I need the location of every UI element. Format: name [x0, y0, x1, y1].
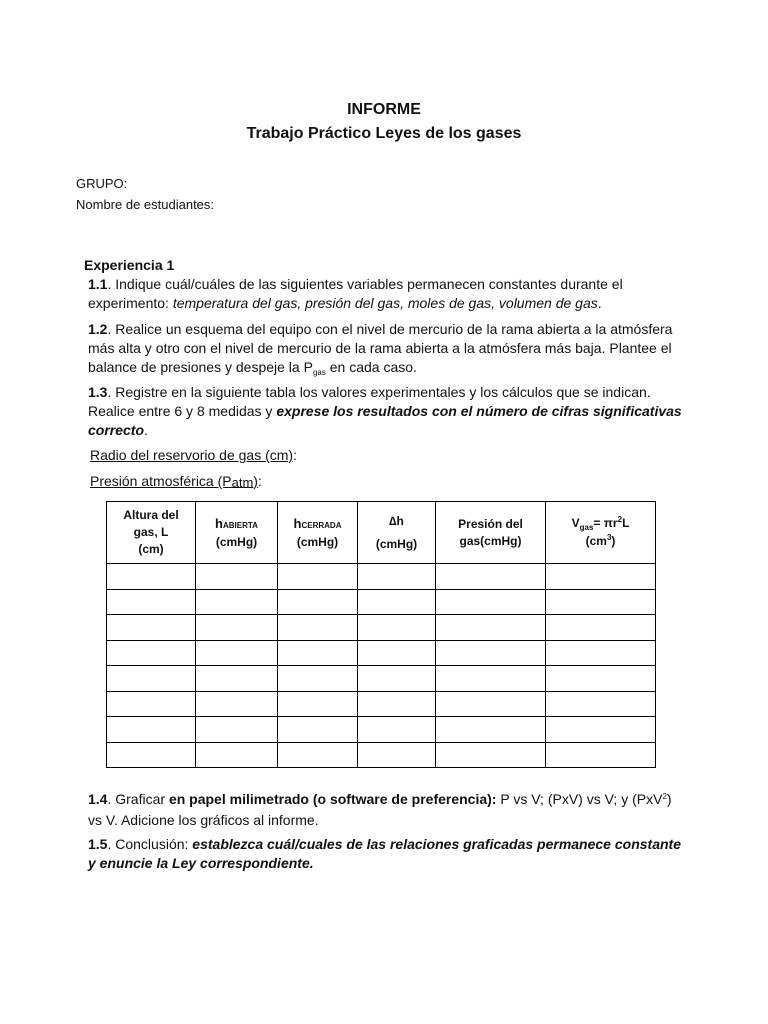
table-row [107, 666, 656, 692]
question-number: 1.3 [88, 384, 108, 400]
table-cell[interactable] [107, 717, 196, 743]
header-h-cerrada-label [278, 515, 357, 534]
table-cell[interactable] [278, 742, 358, 768]
colon: : [257, 473, 262, 489]
header-h-cerrada [278, 502, 358, 564]
header-volume [546, 502, 656, 564]
atm-pressure-main: Presión atmosférica (P [90, 473, 232, 489]
question-text-c: ) vs V. Adicione los gráficos al informe. [88, 791, 672, 828]
h-subscript: CERRADA [301, 520, 342, 530]
header-delta-h [358, 502, 436, 564]
table-cell[interactable] [436, 564, 546, 590]
data-table [106, 501, 656, 768]
table-cell[interactable] [436, 742, 546, 768]
question-number: 1.1 [88, 276, 108, 292]
question-text: . Indique cuál/cuáles de las siguientes variables permanecen constantes durante el experimento: [88, 276, 623, 311]
table-cell[interactable] [107, 666, 196, 692]
radius-label [90, 447, 297, 463]
table-cell[interactable] [278, 691, 358, 717]
h-subscript: ABIERTA [222, 520, 258, 530]
table-cell[interactable] [196, 564, 278, 590]
v-L: L [622, 515, 630, 530]
table-cell[interactable] [358, 717, 436, 743]
table-cell[interactable] [196, 691, 278, 717]
radius-label-text: Radio del reservorio de gas (cm) [90, 447, 294, 463]
table-row [107, 589, 656, 615]
table-cell[interactable] [546, 742, 656, 768]
question-number: 1.2 [88, 321, 108, 337]
subscript: atm [231, 475, 254, 490]
table-cell[interactable] [278, 564, 358, 590]
table-cell[interactable] [358, 615, 436, 641]
table-body [107, 564, 656, 768]
v-eq: = πr [593, 515, 618, 530]
question-1-5 [88, 835, 688, 873]
table-cell[interactable] [358, 640, 436, 666]
table-cell[interactable] [546, 666, 656, 692]
table-row [107, 564, 656, 590]
table-cell[interactable] [107, 615, 196, 641]
question-punct: . [597, 295, 602, 311]
question-1-1 [88, 275, 688, 313]
table-row [107, 640, 656, 666]
table-header-row [107, 502, 656, 564]
question-text: . Realice un esquema del equipo con el nivel de mercurio de la rama abierta a la atmósfera más alta y otro con el nivel de mercurio de la rama abierta a la atmósfera más baja. Plantee el balance de presiones y despeje la P [88, 321, 673, 375]
table-cell[interactable] [546, 615, 656, 641]
unit-b: ) [611, 533, 616, 548]
header-h-abierta-label [196, 515, 277, 534]
table-cell[interactable] [358, 564, 436, 590]
table-cell[interactable] [436, 640, 546, 666]
table-row [107, 742, 656, 768]
table-cell[interactable] [546, 717, 656, 743]
unit: (cmHg) [375, 536, 418, 551]
header-altura [107, 502, 196, 564]
table-cell[interactable] [196, 666, 278, 692]
students-label: Nombre de estudiantes: [76, 197, 215, 212]
v-subscript: gas [579, 522, 594, 532]
experiment-heading: Experiencia 1 [84, 257, 175, 273]
unit: (cmHg) [296, 534, 339, 549]
table-cell[interactable] [546, 589, 656, 615]
atm-pressure-text [90, 473, 258, 489]
table-cell[interactable] [107, 742, 196, 768]
colon: : [293, 447, 297, 463]
v-sup: 2 [617, 514, 623, 524]
header-altura-text: Altura del gas, L (cm) [123, 508, 179, 556]
table-cell[interactable] [196, 640, 278, 666]
table-cell[interactable] [196, 742, 278, 768]
question-emphasis: establezca cuál/cuales de las relaciones graficadas permanece constante y enuncie la Ley correspondiente. [88, 836, 681, 871]
table-cell[interactable] [436, 717, 546, 743]
question-emphasis: exprese los resultados con el número de cifras significativas correcto [88, 403, 682, 438]
table-cell[interactable] [196, 615, 278, 641]
question-text: . Registre en la siguiente tabla los valores experimentales y los cálculos que se indican. Realice entre 6 y 8 medidas y [88, 384, 651, 419]
table-cell[interactable] [278, 666, 358, 692]
h-symbol: h [293, 515, 302, 531]
table-cell[interactable] [107, 589, 196, 615]
unit: (cmHg) [215, 534, 258, 549]
table-cell[interactable] [358, 589, 436, 615]
question-text-b: P vs V; (PxV) vs V; y (PxV [496, 791, 663, 807]
header-presion [436, 502, 546, 564]
question-text: . Conclusión: [107, 836, 193, 852]
report-subtitle: Trabajo Práctico Leyes de los gases [246, 125, 522, 142]
table-cell[interactable] [546, 564, 656, 590]
table-cell[interactable] [278, 640, 358, 666]
question-emphasis: en papel milimetrado (o software de preferencia): [168, 791, 497, 807]
question-punct: . [144, 422, 148, 438]
table-cell[interactable] [278, 615, 358, 641]
v-symbol: V [571, 515, 580, 530]
question-number: 1.4 [88, 791, 108, 807]
grupo-label: GRUPO: [76, 176, 128, 191]
unit-a: (cm [585, 533, 607, 548]
table-cell[interactable] [358, 742, 436, 768]
question-1-3 [88, 383, 688, 440]
atm-pressure-label [90, 473, 262, 489]
table-cell[interactable] [436, 666, 546, 692]
paren: ) [253, 473, 258, 489]
table-cell[interactable] [546, 640, 656, 666]
table-cell[interactable] [196, 717, 278, 743]
table-cell[interactable] [107, 564, 196, 590]
table-cell[interactable] [358, 691, 436, 717]
question-1-2 [88, 320, 688, 379]
table-cell[interactable] [436, 615, 546, 641]
question-variables: temperatura del gas, presión del gas, moles de gas, volumen de gas [172, 295, 598, 311]
report-title: INFORME [347, 101, 421, 118]
question-1-4 [88, 790, 688, 830]
question-text-end: en cada caso. [325, 359, 417, 375]
volume-formula [546, 515, 655, 533]
table-cell[interactable] [436, 589, 546, 615]
table-row [107, 691, 656, 717]
delta-h-symbol: ∆h [389, 513, 404, 528]
table-cell[interactable] [196, 589, 278, 615]
subscript: gas [312, 368, 326, 377]
volume-unit [546, 533, 655, 551]
table-row [107, 717, 656, 743]
superscript: 2 [662, 792, 667, 801]
question-text: . Graficar [107, 791, 169, 807]
header-h-abierta [196, 502, 278, 564]
header-presion-text: Presión del gas(cmHg) [458, 516, 523, 548]
table-cell[interactable] [436, 691, 546, 717]
h-symbol: h [215, 515, 223, 531]
table-cell[interactable] [278, 589, 358, 615]
table-row [107, 615, 656, 641]
table-cell[interactable] [546, 691, 656, 717]
unit-sup: 3 [606, 532, 612, 542]
table-cell[interactable] [107, 640, 196, 666]
question-number: 1.5 [88, 836, 108, 852]
table-cell[interactable] [358, 666, 436, 692]
table-cell[interactable] [278, 717, 358, 743]
table-cell[interactable] [107, 691, 196, 717]
